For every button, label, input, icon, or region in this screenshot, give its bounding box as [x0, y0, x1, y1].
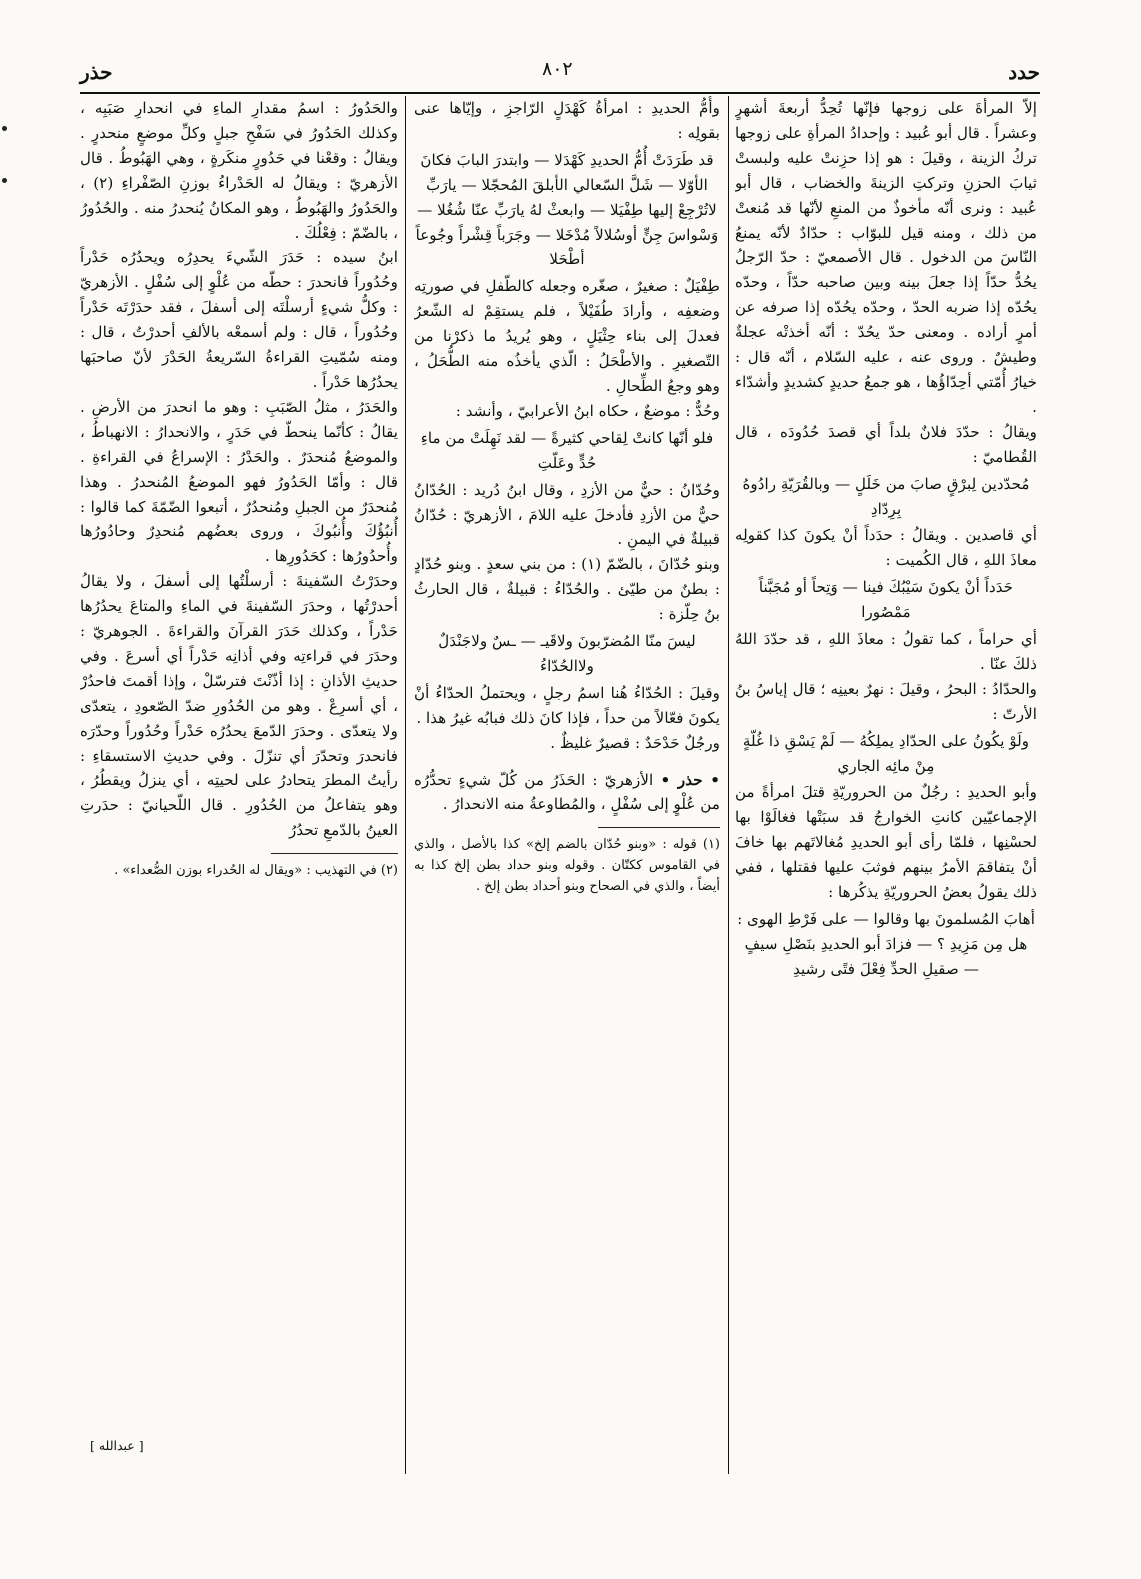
paragraph: وأبو الحديدِ : رجُلٌ من الحروريّةِ قتلَ امرأةً من الإجماعيّين كانتِ الخوارجُ قد سبَتْها فغالَوْا بها لحسْنِها ، فلمّا رأى أبو الحديدِ مُغالاتَهم بها خافَ أنْ يتفاقمَ الأمرُ بينهم فوثبَ عليها فقتلها ، ففي ذلك يقولُ بعضُ الحروريّةِ يذكُرها : [735, 783, 1037, 902]
column-right [735, 96, 1037, 1459]
page-header [80, 58, 1040, 90]
paragraph: والحَدَرُ ، مثلُ الصّبَبِ : وهو ما انحدرَ من الأرضِ . يقالُ : كأنّما ينحطّ في حَدَرٍ ، والانحدارُ : الانهباطُ ، والموضعُ مُنحدَرٌ . والحَدْرُ : الإسراعُ في القراءةِ . قال : وأمّا الحَدُورُ فهو الموضعُ المُنحدرُ . وهذا مُنحدَرٌ من الجبلِ ومُنحدُرٌ ، أتبعوا الضّمّةَ كما قالوا : أُنبُؤُكَ وأُنبُوكَ ، وروى بعضُهم مُنحدِرٌ وحادُورُها وأُحدُورُها : كحَدُورِها . [80, 397, 398, 566]
verse: ليسَ منّا المُضرّبونَ ولاقَيـ — ـسٌ ولاجَنْدَلٌ ولاالحُدّاءُ [438, 632, 696, 675]
paragraph: وحدَرْتُ السّفينةَ : أرسلْتُها إلى أسفلَ ، ولا يقالُ أحدرْتُها ، وحدَرَ السّفينةَ في الماءِ والمتاعَ يحدُرُها حَدْراً ، وكذلك حَدَرَ القرآنَ والقراءةَ . الجوهريّ : وحدَرَ في قراءتِه وفي أذانِه حَدْراً أي أسرعَ . وفي حديثِ الأذانِ : إذا أذّنْتَ فترسّلْ ، وإذا أقمتَ فاحدُرْ ، أي أسرِعْ . وهو من الحُدُورِ ضدّ الصّعودِ ، يتعدّى ولا يتعدّى . وحدَرَ الدّمعَ يحدُرُه حَدْراً وحُدُوراً وحدّرَه فانحدرَ وتحدّرَ أي تنزّلَ . وفي حديثِ الاستسقاءِ : رأيتُ المطرَ يتحادرُ على لحيتِه ، أي ينزلُ ويقطُرُ ، وهو يتفاعلُ من الحُدُورِ . قال اللّحيانيّ : حدَرتِ العينُ بالدّمعِ تحدُرُ [80, 572, 398, 840]
paragraph: ويقالُ : حدّدَ فلانٌ بلداً أي قصدَ حُدُودَه ، قال القُطاميّ : [735, 422, 1037, 466]
paragraph: ورجُلٌ حَدْحَدٌ : قصيرٌ غليظٌ . [550, 733, 720, 752]
paragraph: وأُمُّ الحديدِ : امرأةُ كَهْدَلٍ الرّاجزِ ، وإيّاها عنى بقولِه : [414, 99, 720, 142]
paragraph: وحُدٌّ : موضعٌ ، حكاه ابنُ الأعرابيّ ، وأنشد : [455, 401, 720, 420]
column-divider [728, 96, 729, 1474]
entry [414, 768, 720, 818]
paragraph: وحُدّانُ : حيٌّ من الأزدِ ، وقال ابنُ دُريد : الحُدّانُ حيٌّ من الأزدِ فأدخلَ عليه اللامَ ، الأزهريّ : حُدّانُ قبيلةٌ في اليمنِ . [414, 480, 720, 549]
header-rule [80, 92, 1040, 94]
header-right-word: حدد [1008, 60, 1040, 84]
header-left-word: حذر [80, 60, 113, 84]
paragraph: والحَدُورُ : اسمُ مقدارِ الماءِ في انحدارِ صَبَبِه ، وكذلك الحَدُورُ في سَفْحِ جبلٍ وكلِّ موضعٍ منحدرٍ . ويقالُ : وقعْنا في حَدُورٍ منكَرةٍ ، وهي الهَبُوطُ . قال الأزهريّ : ويقالُ له الحَدْراءُ بوزنِ الصّفْراءِ (٢) ، والحَدُورُ والهَبُوطُ ، وهو المكانُ يُنحدرُ منه . والحُدُورُ ، بالضّمّ : فِعْلُكَ . [80, 99, 398, 242]
margin-mark [2, 178, 7, 183]
paragraph: إلاّ المرأةَ على زوجها فإنّها تُحِدُّ أربعةَ أشهرٍ وعشراً . قال أبو عُبيد : وإحدادُ المرأةِ على زوجها تركُ الزينة ، وقيلَ : هو إذا حزِنتْ عليه ولبستْ ثيابَ الحزنِ وتركتِ الزينةَ والخضاب ، قال أبو عُبيد : ونرى أنّه مأخوذٌ من المنعِ لأنّها قد مُنعتْ من ذلك ، ومنه قيل للبوّاب : حدّادٌ لأنّه يمنعُ النّاسَ من الدخول . قال الأصمعيّ : حدّ الرّجلُ يحُدُّ حدّاً إذا جعلَ بينه وبين صاحبه حدّاً ، وحدّه يحُدّه إذا ضربه الحدّ ، وحدّه يحُدّه إذا صرفه عن أمرٍ أراده . ومعنى حدّ يحُدّ : أنّه أخذتْه عجلةٌ وطيشٌ . وروى عنه ، عليه السّلام ، أنّه قال : خيارُ أُمّتي أحِدّاؤُها ، هو جمعُ حديدٍ كشديدٍ وأشدّاء . [735, 99, 1037, 416]
verse: حَدَداً أنْ يكونَ سَيْبُكَ فينا — وَتِحاً أو مُجَبَّناً مَمْصُورا [758, 578, 1014, 622]
footnote: (١) قوله : «وبنو حُدّان بالضم إلخ» كذا بالأصل ، والذي في القاموس ككتّان . وقوله وبنو حداد بطن إلخ كذا به أيضاً ، والذي في الصحاح وبنو أحداد بطن إلخ . [414, 837, 720, 895]
paragraph: أي حراماً ، كما تقولُ : معاذَ اللهِ ، قد حدّدَ اللهُ ذلكَ عنّا . [735, 630, 1037, 673]
page-number: ٨٠٢ [542, 58, 573, 80]
entry-text: الأزهريّ : الحَذَرُ من كُلّ شيءٍ تحدُّرُه من عُلْوٍ إلى سُفْلٍ ، والمُطاوعةُ منه الانحدارُ . [414, 770, 720, 814]
paragraph: طِفْيَلٌ : صغيرٌ ، صغّره وجعله كالطّفلِ في صورتِه وضعفِه ، وأرادَ طُفَيْلاً ، فلم يستقِمْ له الشّعرُ فعدلَ إلى بناء حِثْيَلٍ ، وهو يُريدُ ما ذكرْنا من التّصغيرِ . والأطْحَلُ : الّذي يأخذُه منه الطُّحَلُ ، وهو وجعُ الطِّحالِ . [414, 277, 720, 395]
paragraph: ابنُ سيده : حَدَرَ الشّيءَ يحدِرُه ويحدُرُه حَدْراً وحُدُوراً فانحدرَ : حطّه من عُلْوٍ إلى سُفْلٍ . الأزهريّ : وكلُّ شيءٍ أرسلْتَه إلى أسفلَ ، فقد حدَرْتَه حَدْراً وحُدُوراً ، قال : ولم أسمعْه بالألفِ أحدرْتُ ، قال : ومنه سُمّيتِ القراءةُ السّريعةُ الحَدْرَ لأنّ صاحبَها يحدُرُها حَدْراً . [80, 248, 398, 391]
verse: فلو أنّها كانتْ لِقاحي كثيرةً — لقد نَهِلَتْ من ماءِ حُدٍّ وعَلّتِ [420, 428, 714, 472]
verse: مُحدّدين لِبرْقٍ صابَ من خَلَلٍ — وبالقُرَيّةِ رادُوهُ بِرِدّادِ [742, 474, 1030, 518]
entry-headword: • حذر • [660, 770, 720, 789]
footnote: (٢) في التهذيب : «ويقال له الحُدراء بوزن الصُّعداء» . [114, 863, 398, 879]
column-left [80, 96, 398, 1459]
verse: ولَوْ يكُونُ على الحدّادِ يملِكُهُ — لَمْ يَسْقِ ذا غُلّةٍ مِنْ مائِه الجاري [742, 731, 1030, 775]
margin-mark [2, 126, 7, 131]
paragraph: والحدّادُ : البحرُ ، وقيلَ : نهرٌ بعينِه ؛ قال إياسُ بنُ الأرتّ : [735, 679, 1037, 723]
verse: أهابَ المُسلمونَ بها وقالوا — على فَرْطِ الهوى : هل مِن مَزِيدِ ؟ — فزادَ أبو الحديدِ بنَصْلِ سيفٍ — صقيلِ الحدِّ فِعْلَ فتًى رشيدِ [737, 910, 1035, 978]
paragraph: وقيلَ : الحُدّاءُ هُنا اسمُ رجلٍ ، ويحتملُ الحدّاءُ أنْ يكونَ فعّالاً من حداً ، فإذا كانَ ذلك فبابُه غيرُ هذا . [414, 683, 720, 727]
column-divider [405, 96, 406, 1474]
verse: قد طَرَدَتْ أُمُّ الحديدِ كَهْدَلا — وابتدرَ البابَ فكانَ الأوّلا — شَلَّ السّعالي الأبلقَ المُحجّلا — يارَبِّ لاتُرْجِعْ إليها طِفْيَلا — وابعثْ لهُ يارَبِّ عنّا شُغُلا — وَسْواسَ جِنٍّ أوسُلالاً مُدْخَلا — وجَرَباً قِشْراً وجُوعاً أطْحَلا [415, 150, 719, 269]
footnote-rule [271, 853, 398, 854]
editor-note: [ عبدالله ] [90, 1438, 144, 1453]
paragraph: وبنو حُدّانَ ، بالضّمّ (١) : من بني سعدٍ . وبنو حُدّادٍ : بطنٌ من طيّئ . والحُدّاءُ : قبيلةٌ ، قال الحارثُ بنُ حِلّزة : [414, 555, 720, 624]
paragraph: أي قاصدين . ويقالُ : حدَداً أنْ يكونَ كذا كقولِه معاذَ اللهِ ، قال الكُميت : [735, 526, 1037, 570]
column-middle [414, 96, 720, 1459]
footnote-rule [598, 827, 720, 828]
